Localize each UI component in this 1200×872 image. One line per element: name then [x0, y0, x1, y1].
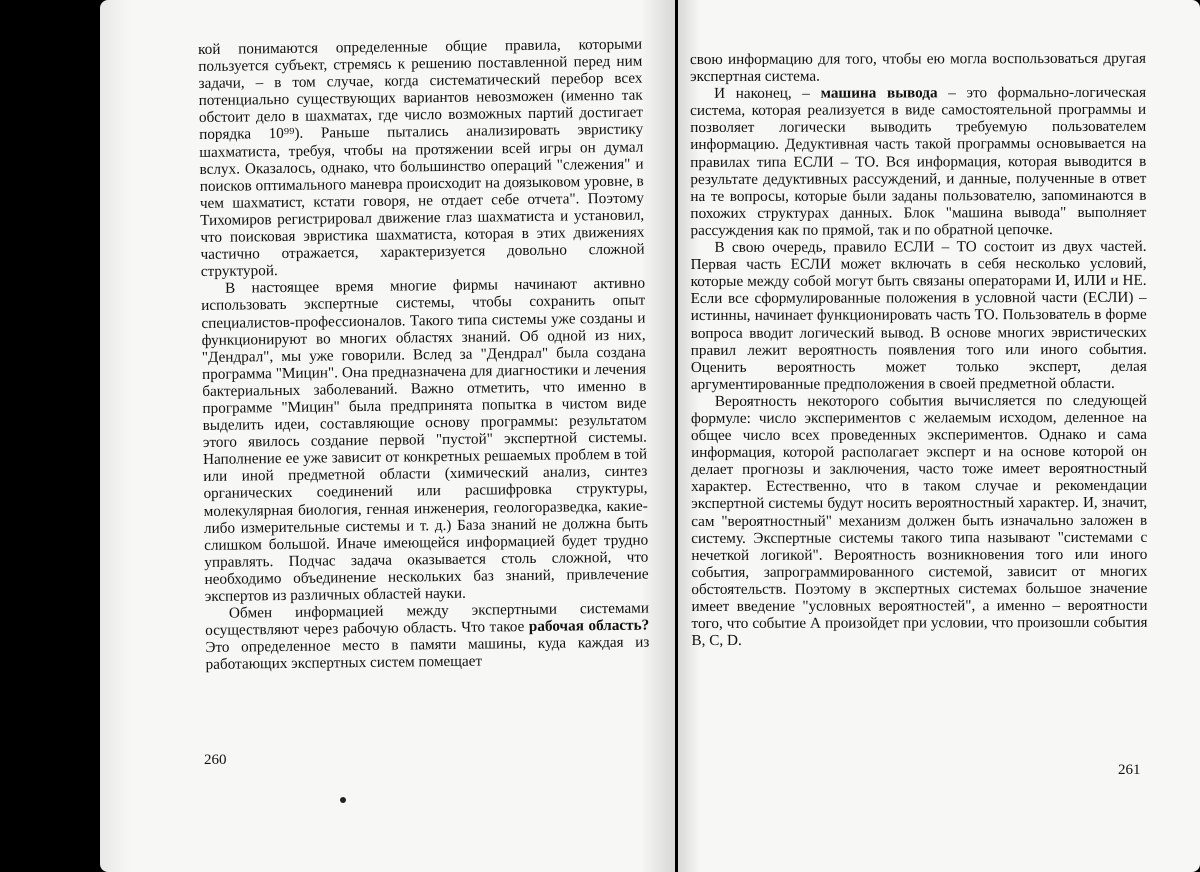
term-bold: рабочая область? [528, 616, 650, 636]
page-number: 261 [1118, 762, 1141, 778]
page-number: 260 [204, 752, 227, 768]
left-page [100, 0, 675, 872]
paragraph [690, 84, 1146, 239]
term-bold: машина вывода [820, 84, 938, 102]
paragraph: Вероятность некоторого события вычисляется по следующей формуле: число экспериментов с желаемым исходом, деленное на общее число всех проведенных экспериментов. Однако и сама информация, которой располагает эксперт и на основе которой он делает прогнозы и заключения, часто тоже имеет вероятностный характер. Естественно, что в таком случае и рекомендации экспертной системы будут носить вероятностный характер. И, значит, сам "вероятностный" механизм должен быть изначально заложен в систему. Экспертные системы такого типа называют "системами с нечеткой логикой". Вероятность возникновения того или иного события, запрограммированного системой, зависит от многих обстоятельств. Поэтому в экспертных системах большое значение имеет введение "условных вероятностей", а именно – вероятности того, что событие А произойдет при условии, что произошли события В, С, D. [690, 391, 1148, 650]
right-page-text [690, 50, 1148, 649]
ink-mark [340, 797, 346, 803]
paragraph: В свою очередь, правило ЕСЛИ – ТО состоит из двух частей. Первая часть ЕСЛИ может включать в себя несколько условий, которые между собой могут быть связаны операторами И, ИЛИ и НЕ. Если все сформулированные положения в условной части (ЕСЛИ) – истинны, начинает функционировать часть ТО. Пользователь в форме вопроса вводит логический вывод. В основе многих эвристических правил лежит вероятность появления того или иного события. Оценить вероятность может только эксперт, делая аргументированные предположения в своей предметной области. [690, 237, 1147, 393]
left-page-text [198, 36, 650, 674]
paragraph: кой понимаются определенные общие правила, которыми пользуется субъект, стремясь к решению поставленной перед ним задачи, – в том случае, когда систематический перебор всех потенциально существующих вариантов невозможен (именно так обстоит дело в шахматах, где число возможных партий достигает порядка 10⁹⁹). Раньше пытались анализировать эвристику шахматиста, требуя, чтобы на протяжении всей игры он думал вслух. Оказалось, однако, что большинство операций "слежения" и поисков оптимального маневра происходит на доязыковом уровне, в чем шахматист, кстати говоря, не отдает себе отчета". Поэтому Тихомиров регистрировал движение глаз шахматиста и установил, что поисковая эвристика шахматиста, которая в этих движениях частично отражается, характеризуется довольно сложной структурой. [198, 35, 645, 281]
right-page [678, 0, 1200, 872]
text-run: Это определенное место в памяти машины, куда каждая из работающих экспертных систем помещает [205, 633, 650, 674]
text-run: И наконец, – [714, 84, 821, 103]
text-run: – это формально-логическая система, которая реализуется в виде самостоятельной программы и позволяет логически выводить требуемую пользователем информацию. Дедуктивная часть такой программы основывается на правилах типа ЕСЛИ – ТО. Вся информация, которая выводится в результате дедуктивных рассуждений, и данные, полученные в ответ на те вопросы, которые были заданы пользователю, запоминаются в похожих структурах данных. Блок "машина вывода" выполняет рассуждения как по прямой, так и по обратной цепочке. [690, 83, 1147, 239]
paragraph: В настоящее время многие фирмы начинают активно использовать экспертные системы, чтобы сохранить опыт специалистов-профессионалов. Такого типа системы уже созданы и функционируют во многих областях знаний. Об одной из них, "Дендрал", мы уже говорили. Вслед за "Дендрал" была создана программа "Мицин". Она предназначена для диагностики и лечения бактериальных заболеваний. Важно отметить, что именно в программе "Мицин" была предпринята попытка в чистом виде выделить идеи, составляющие основу программы: результатом этого явилось создание первой "пустой" экспертной системы. Наполнение ее уже зависит от конкретных решаемых проблем в той или иной предметной области (химический анализ, синтез органических соединений или расшифровка структуры, молекулярная биология, генная инженерия, геологоразведка, какие-либо измерительные системы и т. д.) База знаний не должна быть слишком большой. Иначе имеющейся информацией будет трудно управлять. Подчас задача оказывается столь сложной, что необходимо объединение нескольких баз знаний, привлечение экспертов из различных областей науки. [201, 274, 649, 605]
text-run: Обмен информацией между экспертными системами осуществляют через рабочую область. Что такое [205, 599, 650, 640]
paragraph [205, 600, 650, 674]
paragraph: свою информацию для того, чтобы ею могла воспользоваться другая экспертная система. [690, 49, 1147, 86]
